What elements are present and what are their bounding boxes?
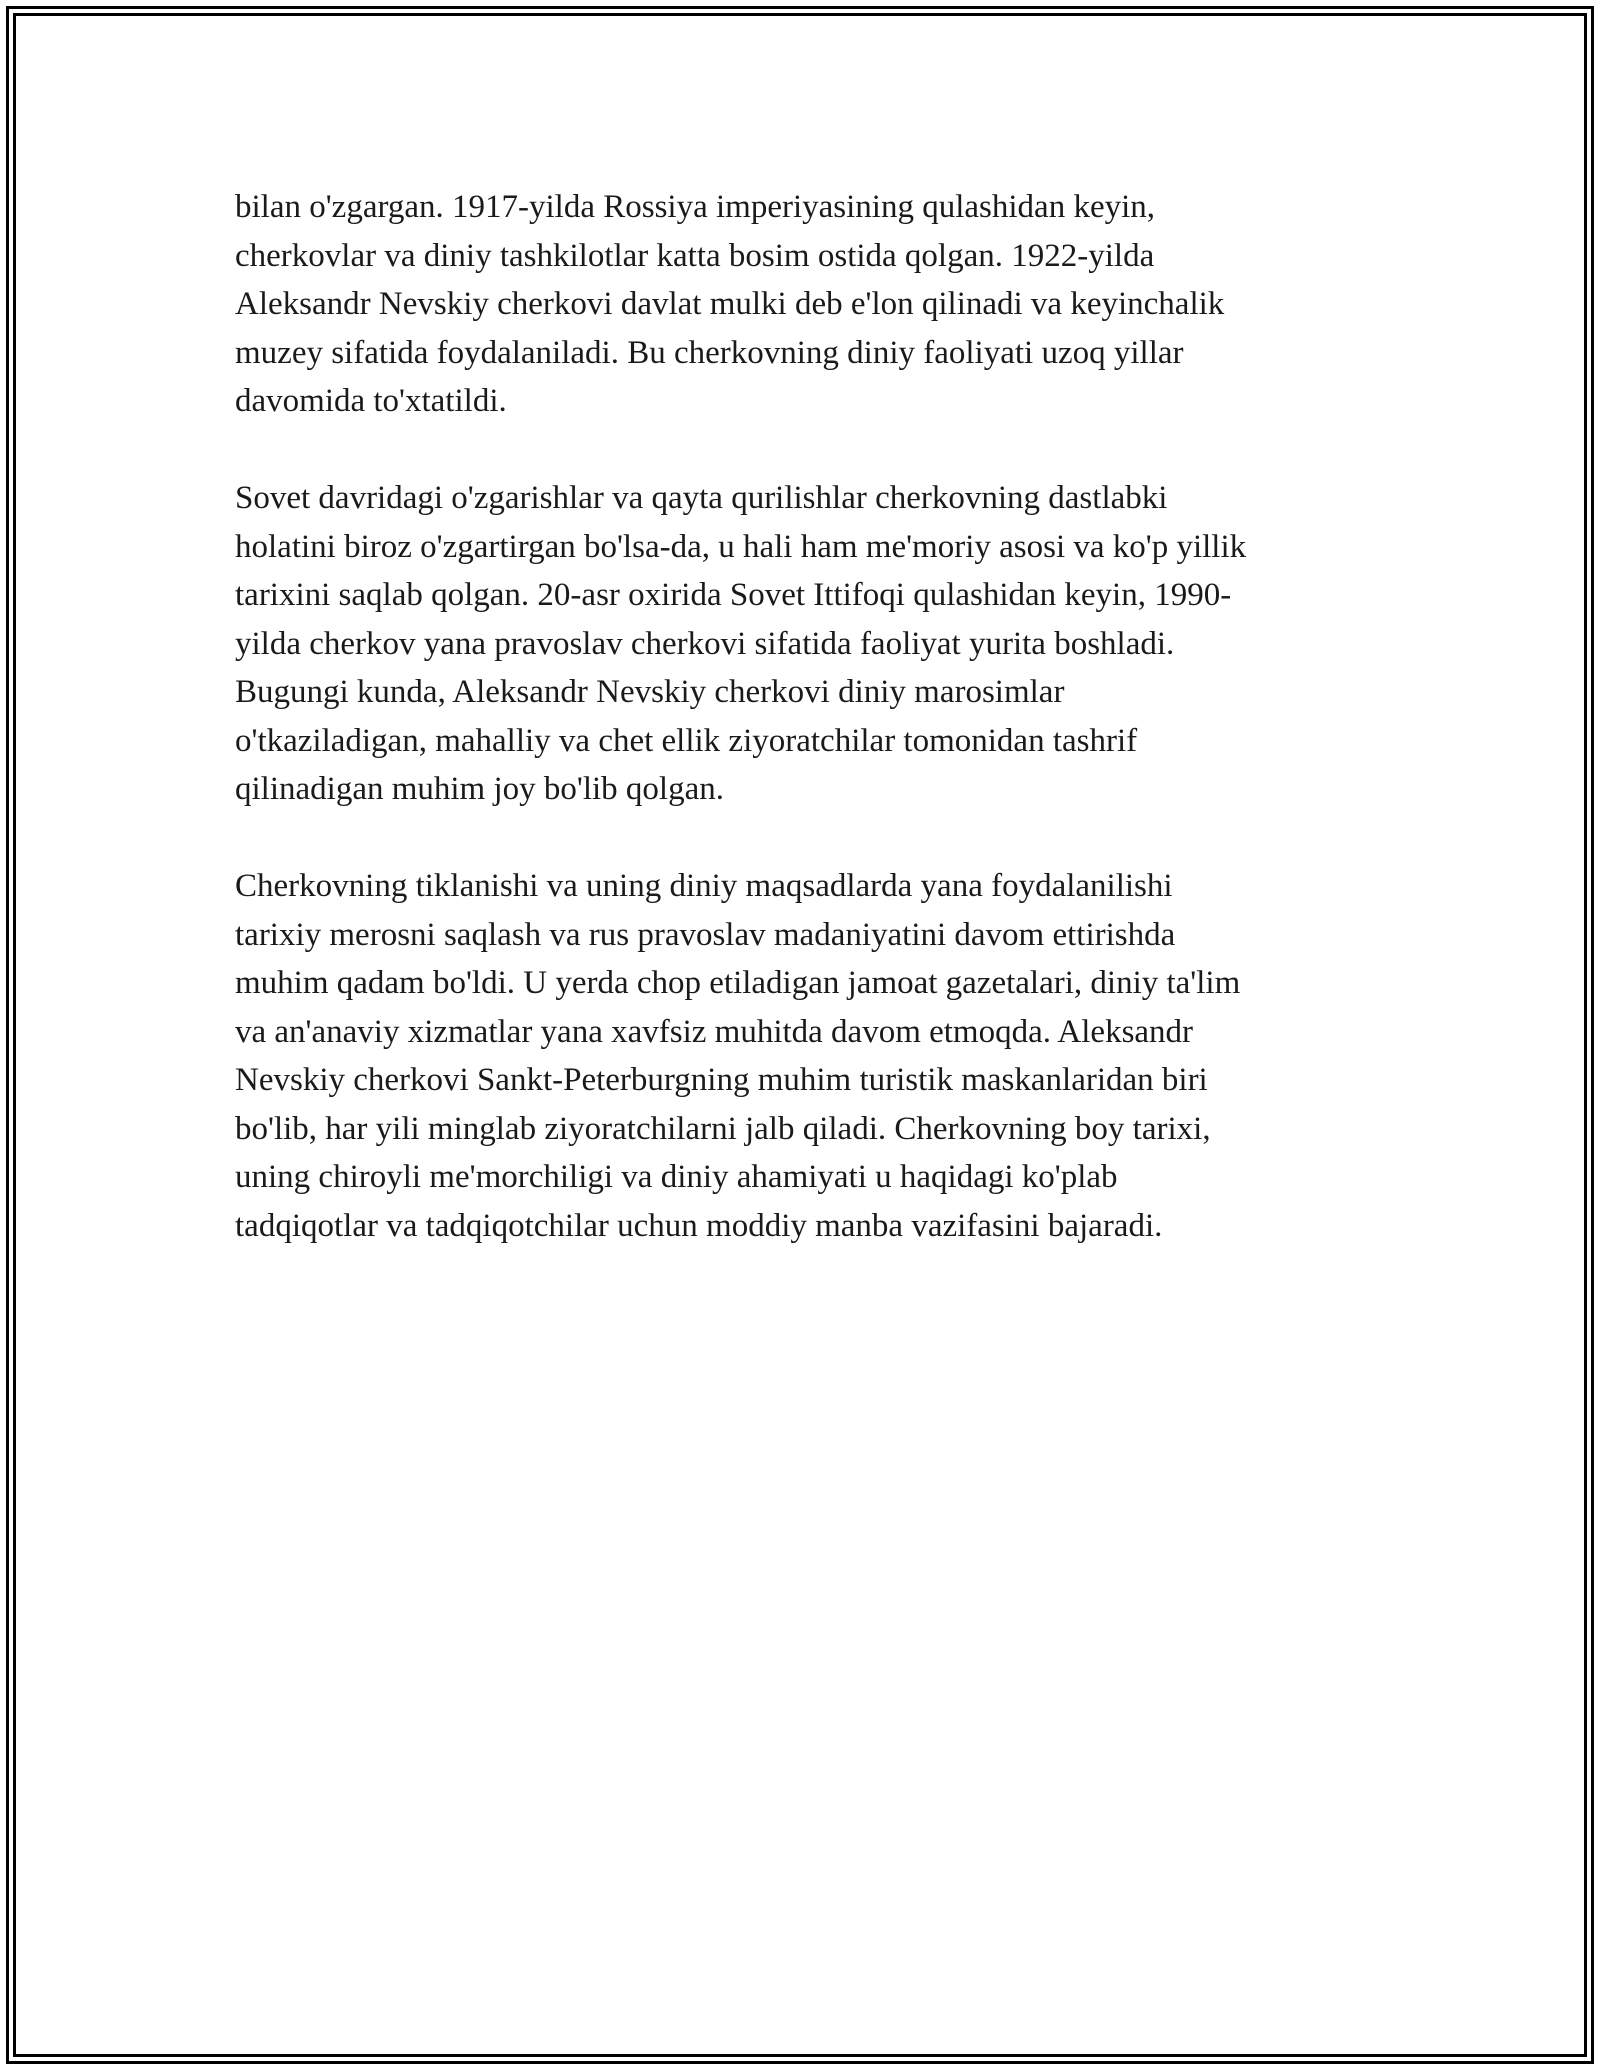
text-line: holatini biroz o'zgartirgan bo'lsa-da, u hali ham me'moriy asosi va ko'p yillik [235,528,1247,565]
text-line: tarixini saqlab qolgan. 20-asr oxirida Sovet Ittifoqi qulashidan keyin, 1990- [235,577,1232,613]
text-line: muzey sifatida foydalaniladi. Bu cherkovning diniy faoliyati uzoq yillar [235,334,1184,371]
text-line: muhim qadam bo'ldi. U yerda chop etiladigan jamoat gazetalari, diniy ta'lim [235,965,1241,1001]
paragraph-3 [235,862,1385,1250]
text-line: davomida to'xtatildi. [235,383,507,419]
text-line: bo'lib, har yili minglab ziyoratchilarni jalb qiladi. Cherkovning boy tarixi, [235,1110,1211,1147]
text-line: qilinadigan muhim joy bo'lib qolgan. [235,771,724,807]
text-line: Sovet davridagi o'zgarishlar va qayta qurilishlar cherkovning dastlabki [235,480,1168,516]
text-line: Cherkovning tiklanishi va uning diniy maqsadlarda yana foydalanilishi [235,868,1173,904]
text-line: Nevskiy cherkovi Sankt-Peterburgning muhim turistik maskanlaridan biri [235,1062,1208,1098]
text-line: o'tkaziladigan, mahalliy va chet ellik ziyoratchilar tomonidan tashrif [235,722,1138,759]
text-line: Bugungi kunda, Aleksandr Nevskiy cherkovi diniy marosimlar [235,674,1065,710]
paragraph-2 [235,474,1385,814]
text-line: tarixiy merosni saqlash va rus pravoslav madaniyatini davom ettirishda [235,916,1176,953]
text-line: bilan o'zgargan. 1917-yilda Rossiya imperiyasining qulashidan keyin, [235,189,1156,225]
text-line: cherkovlar va diniy tashkilotlar katta bosim ostida qolgan. 1922-yilda [235,237,1155,274]
text-line: tadqiqotlar va tadqiqotchilar uchun moddiy manba vazifasini bajaradi. [235,1207,1163,1244]
document-body [235,183,1385,1299]
paragraph-1 [235,183,1385,426]
text-line: yilda cherkov yana pravoslav cherkovi sifatida faoliyat yurita boshladi. [235,625,1175,662]
text-line: va an'anaviy xizmatlar yana xavfsiz muhitda davom etmoqda. Aleksandr [235,1013,1194,1050]
text-line: Aleksandr Nevskiy cherkovi davlat mulki deb e'lon qilinadi va keyinchalik [235,286,1225,322]
text-line: uning chiroyli me'morchiligi va diniy ahamiyati u haqidagi ko'plab [235,1159,1118,1195]
